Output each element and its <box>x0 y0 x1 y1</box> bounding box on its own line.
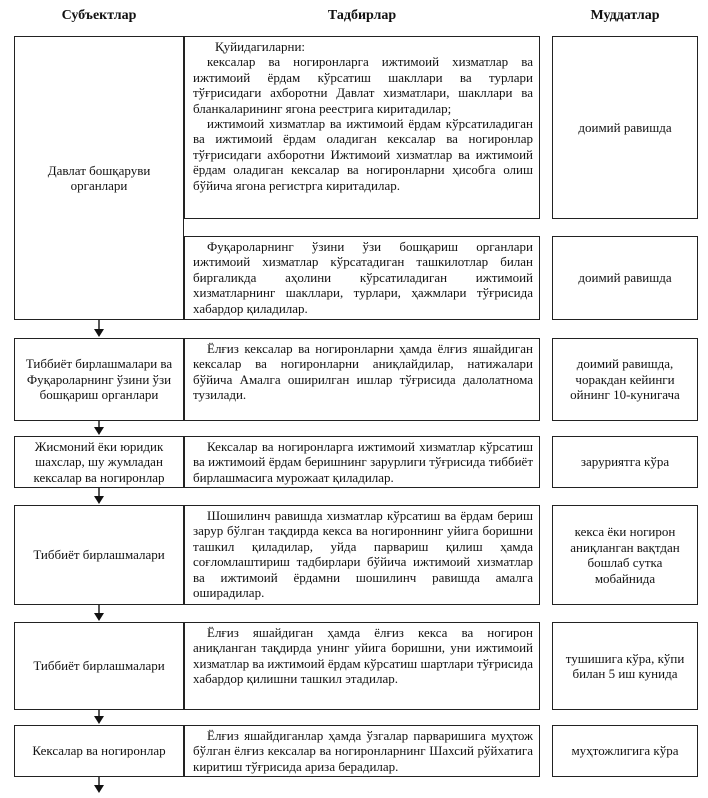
action-paragraph: Қуйидагиларни: <box>215 39 306 54</box>
term-label: доимий равишда <box>578 270 672 286</box>
term-label: муҳтожлигига кўра <box>571 743 679 759</box>
term-label: кекса ёки ногирон аниқланган вақтдан бошлаб сутка мобайнида <box>570 524 680 586</box>
down-arrow-icon <box>94 421 104 435</box>
term-label: доимий равишда, чоракдан кейинги ойнинг 10-кунигача <box>570 356 680 403</box>
header-actions: Тадбирлар <box>327 8 397 23</box>
subject-label: Тиббиёт бирлашмалари ва Фуқароларнинг ўзини ўзи бошқариш органлари <box>25 356 173 403</box>
action-paragraph: Шошилинч равишда хизматлар кўрсатиш ва ёрдам бериш зарур бўлган тақдирда кекса ва ногироннинг уйига боришни ташкил қиладилар, уйда парвариш қилиш ҳамда соғломлаштириш тадбирлари бўйича ижтимоий хизматлар ва ижтимоий ёрдамни шошилинч равишда амалга оширадилар. <box>193 508 533 601</box>
down-arrow-icon <box>94 777 104 793</box>
term-label: доимий равишда <box>578 119 672 135</box>
down-arrow-icon <box>94 605 104 621</box>
subject-label: Жисмоний ёки юридик шахслар, шу жумладан кексалар ва ногиронлар <box>33 438 165 485</box>
action-paragraph: ижтимоий хизматлар ва ижтимоий ёрдам кўрсатиладиган ва ижтимоий ёрдам оладиган кексалар ва ногиронлар тўғрисидаги ахборотни Ижтимоий хизматлар ва ижтимоий ёрдам оладиган кексалар ва ногиронларни ҳисобга олиш бўйича ягона регистрга киритадилар. <box>193 116 533 193</box>
subject-label: Давлат бошқаруви органлари <box>47 162 151 193</box>
term-label: тушишига кўра, кўпи билан 5 иш кунида <box>565 650 685 681</box>
down-arrow-icon <box>94 320 104 337</box>
header-terms: Муддатлар <box>590 8 660 23</box>
action-paragraph: кексалар ва ногиронларга ижтимоий хизматлар ва ижтимоий ёрдам кўрсатиш шакллари ва турлари тўғрисидаги ахборотни Давлат хизматлари, шакллари ва бланкаларининг ягона реестрига киритадилар; <box>193 54 533 116</box>
subject-label: Тиббиёт бирлашмалари <box>33 547 165 563</box>
subject-label: Тиббиёт бирлашмалари <box>33 658 165 674</box>
action-paragraph: Фуқароларнинг ўзини ўзи бошқариш органлари ижтимоий хизматлар кўрсатадиган ташкилотлар билан биргаликда аҳолини кўрсатиладиган ижтимоий хизматларнинг шакллари, турлари, ҳажмлари тўғрисида хабардор қиладилар. <box>193 239 533 316</box>
down-arrow-icon <box>94 710 104 724</box>
action-paragraph: Ёлғиз яшайдиган ҳамда ёлғиз кекса ва ногирон аниқланган тақдирда унинг уйига боришни, уни ижтимоий хизматлар ва ижтимоий ёрдам кўрсатиш шартлари тўғрисида хабардор қилишни ташкил этадилар. <box>193 625 533 687</box>
action-paragraph: Кексалар ва ногиронларга ижтимоий хизматлар кўрсатиш ва ижтимоий ёрдам беришнинг зарурлиги тўғрисида тиббиёт бирлашмасига мурожаат қиладилар. <box>193 439 533 485</box>
subject-label: Кексалар ва ногиронлар <box>32 743 166 759</box>
action-paragraph: Ёлғиз яшайдиганлар ҳамда ўзгалар парваришига муҳтож бўлган ёлғиз кексалар ва ногиронларнинг Шахсий рўйхатига киритиш тўғрисида ариза берадилар. <box>193 728 533 774</box>
header-subjects: Субъектлар <box>61 8 137 23</box>
term-label: заруриятга кўра <box>580 454 670 470</box>
down-arrow-icon <box>94 488 104 504</box>
action-paragraph: Ёлғиз кексалар ва ногиронларни ҳамда ёлғиз яшайдиган кексалар ва ногиронларни аниқлайдилар, натижалари бўйича Амалга оширилган ишлар тўғрисида далолатнома тузилади. <box>193 341 533 403</box>
